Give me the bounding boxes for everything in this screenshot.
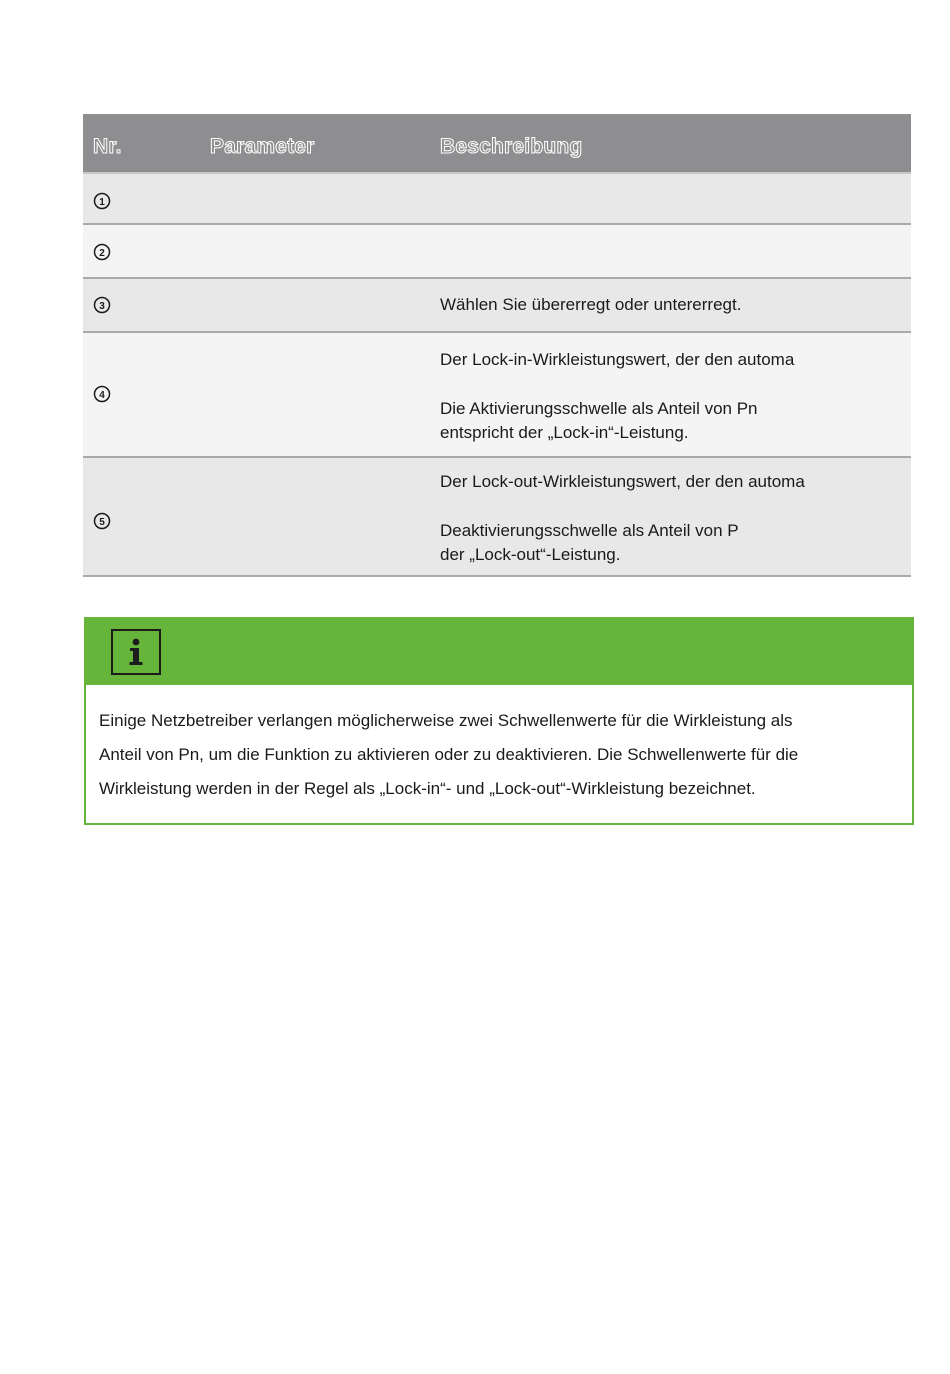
description-line: entspricht der „Lock-in“-Leistung.	[440, 423, 689, 442]
info-note	[84, 617, 914, 825]
description-line: Die Aktivierungsschwelle als Anteil von Pn	[440, 399, 758, 418]
row-number-2	[92, 242, 112, 262]
row-number-3	[92, 295, 112, 315]
info-note-header	[86, 619, 912, 685]
table-row	[83, 458, 911, 577]
description-line: Wählen Sie übererregt oder untererregt.	[440, 295, 742, 314]
row-number-4	[92, 384, 112, 404]
info-icon	[111, 629, 161, 675]
svg-text:1: 1	[99, 197, 105, 208]
column-header-beschreibung: Beschreibung	[440, 135, 583, 158]
row-description	[440, 348, 910, 445]
parameter-table	[83, 114, 911, 577]
svg-text:3: 3	[99, 301, 105, 312]
description-line: Der Lock-in-Wirkleistungswert, der den automa	[440, 350, 795, 369]
row-number-5	[92, 511, 112, 531]
table-header	[83, 114, 911, 172]
description-line-justified: Der Lock-out-Wirkleistungswert, der den automa	[440, 472, 805, 491]
row-description	[440, 293, 910, 317]
info-note-line: Einige Netzbetreiber verlangen möglicherweise zwei Schwellenwerte für die Wirkleistung als	[99, 711, 793, 730]
table-row	[83, 172, 911, 225]
info-note-text	[99, 704, 907, 806]
info-note-line: Anteil von Pn, um die Funktion zu aktivieren oder zu deaktivieren. Die Schwellenwerte für die	[99, 745, 799, 764]
description-line: der „Lock-out“-Leistung.	[440, 545, 621, 564]
table-row	[83, 225, 911, 279]
svg-text:5: 5	[99, 517, 105, 528]
table-row	[83, 333, 911, 458]
column-header-nr: Nr.	[93, 135, 122, 158]
row-description	[440, 470, 910, 567]
table-row	[83, 279, 911, 333]
row-number-1	[92, 191, 112, 211]
column-header-parameter: Parameter	[210, 135, 315, 158]
svg-text:4: 4	[99, 390, 105, 401]
description-line: Deaktivierungsschwelle als Anteil von P	[440, 521, 739, 540]
info-note-line: Wirkleistung werden in der Regel als „Lock-in“- und „Lock-out“-Wirkleistung bezeichnet.	[99, 779, 756, 798]
svg-text:2: 2	[99, 248, 105, 259]
